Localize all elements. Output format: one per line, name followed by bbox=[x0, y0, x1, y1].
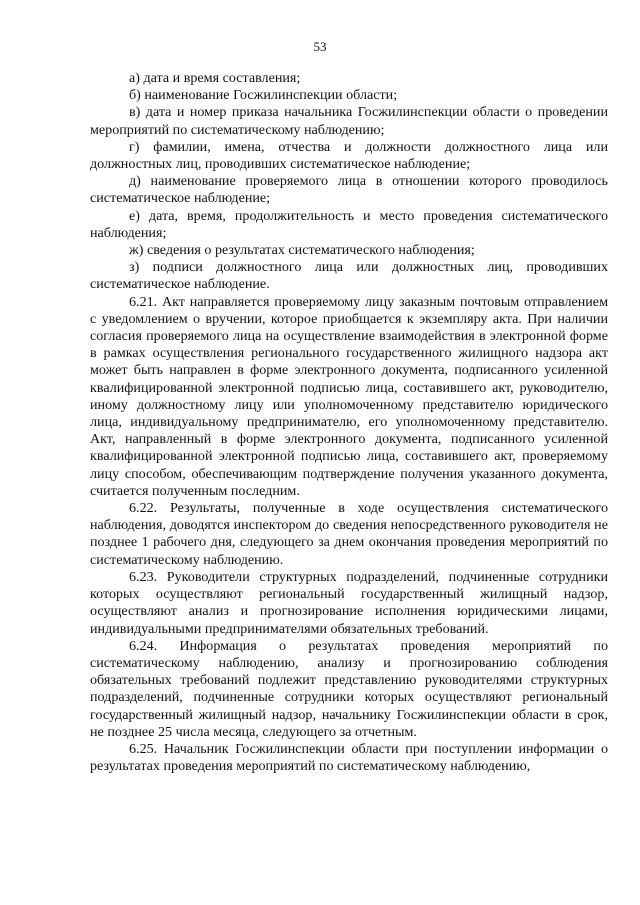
paragraph-6-21: 6.21. Акт направляется проверяемому лицу заказным почтовым отправлением с уведомлением о вручении, которое приобщается к экземпляру акта. При наличии согласия проверяемого лица на осуществление взаимодействия в электронной форме в рамках осуществления регионального государственного жилищного надзора акт может быть направлен в форме электронного документа, подписанного усиленной квалифицированной электронной подписью лица, составившего акт, руководителю, иному должностному лицу или уполномоченному представителю юридического лица, индивидуальному предпринимателю, его уполномоченному представителю. Акт, направленный в форме электронного документа, подписанного усиленной квалифицированной электронной подписью лица, составившего акт, проверяемому лицу способом, обеспечивающим подтверждение получения указанного документа, считается полученным последним. bbox=[90, 293, 608, 499]
document-body bbox=[90, 70, 608, 775]
paragraph-6-25: 6.25. Начальник Госжилинспекции области при поступлении информации о результатах проведения мероприятий по систематическому наблюдению, bbox=[90, 740, 608, 775]
paragraph-item-e: е) дата, время, продолжительность и место проведения систематического наблюдения; bbox=[90, 207, 608, 241]
paragraph-item-v: в) дата и номер приказа начальника Госжилинспекции области о проведении мероприятий по систематическому наблюдению; bbox=[90, 104, 608, 138]
paragraph-6-22: 6.22. Результаты, полученные в ходе осуществления систематического наблюдения, доводятся инспектором до сведения непосредственного руководителя не позднее 1 рабочего дня, следующего за днем окончания проведения мероприятий по систематическому наблюдению. bbox=[90, 500, 608, 568]
page-number: 53 bbox=[313, 39, 327, 54]
paragraph-item-d: д) наименование проверяемого лица в отношении которого проводилось систематическое наблюдение; bbox=[90, 173, 608, 207]
paragraph-item-b: б) наименование Госжилинспекции области; bbox=[129, 87, 398, 104]
paragraph-item-g: г) фамилии, имена, отчества и должности должностного лица или должностных лиц, проводивших систематическое наблюдение; bbox=[90, 138, 608, 173]
paragraph-6-23: 6.23. Руководители структурных подразделений, подчиненные сотрудники которых осуществляют региональный государственный жилищный надзор, осуществляют анализ и прогнозирование исполнения юридическими лицами, индивидуальными предпринимателями обязательных требований. bbox=[90, 568, 608, 637]
paragraph-item-z: з) подписи должностного лица или должностных лиц, проводивших систематическое наблюдение. bbox=[90, 259, 608, 293]
paragraph-item-zh: ж) сведения о результатах систематического наблюдения; bbox=[129, 242, 475, 259]
paragraph-item-a: а) дата и время составления; bbox=[129, 70, 301, 86]
paragraph-6-24: 6.24. Информация о результатах проведения мероприятий по систематическому наблюдению, анализу и прогнозированию соблюдения обязательных требований подлежит представлению руководителями структурных подразделений, подчиненные сотрудники которых осуществляют региональный государственный жилищный надзор, начальнику Госжилинспекции области в срок, не позднее 25 числа месяца, следующего за отчетным. bbox=[90, 637, 608, 740]
